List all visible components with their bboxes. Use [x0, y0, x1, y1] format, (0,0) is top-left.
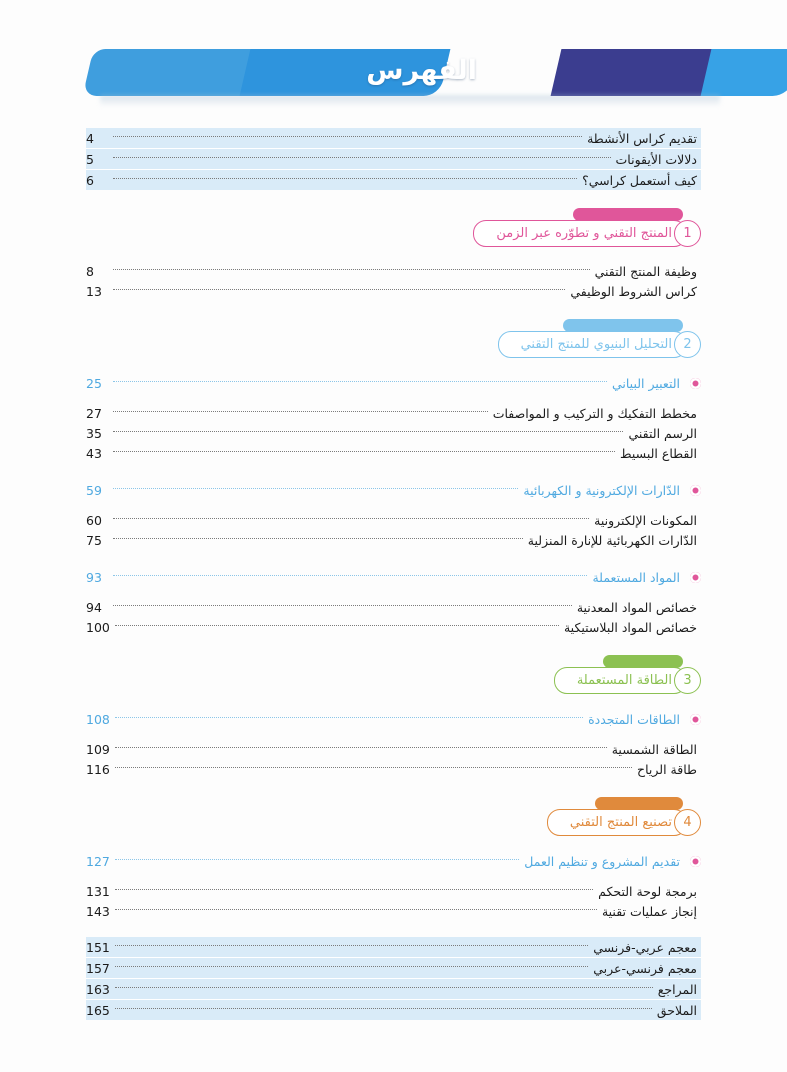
section-header[interactable]	[86, 479, 701, 501]
dot-leader	[113, 518, 589, 519]
ribbon-band-left	[83, 49, 254, 96]
list-item[interactable]	[86, 739, 701, 759]
bullet-icon	[690, 714, 701, 725]
section-page: 59	[86, 482, 102, 498]
chapter-header-4[interactable]	[86, 803, 701, 841]
section-header[interactable]	[86, 708, 701, 730]
entry-label: معجم فرنسي-عربي	[593, 960, 697, 976]
dot-leader	[113, 575, 587, 576]
list-item[interactable]	[86, 759, 701, 779]
dot-leader	[115, 945, 588, 946]
dot-leader	[115, 1008, 652, 1009]
chapter-title-box	[473, 220, 687, 247]
entry-label: الدّارات الكهربائية للإنارة المنزلية	[527, 532, 697, 548]
dot-leader	[113, 538, 523, 539]
spacer	[86, 363, 701, 372]
bullet-icon	[690, 856, 701, 867]
section-label: تقديم المشروع و تنظيم العمل	[524, 853, 680, 869]
dot-leader	[113, 488, 518, 489]
entry-page: 94	[86, 599, 102, 615]
list-item[interactable]	[86, 510, 701, 530]
entry-page: 157	[86, 960, 110, 976]
spacer	[86, 872, 701, 881]
chapter-header-2[interactable]	[86, 325, 701, 363]
dot-leader	[113, 605, 572, 606]
entry-page: 60	[86, 512, 102, 528]
section-label: التعبير البياني	[611, 375, 680, 391]
chapter-title: المنتج التقني و تطوّره عبر الزمن	[496, 225, 672, 241]
entry-page: 8	[86, 263, 94, 279]
entry-page: 4	[86, 130, 94, 146]
spacer	[86, 730, 701, 739]
list-item[interactable]	[86, 261, 701, 281]
entry-page: 43	[86, 445, 102, 461]
entry-label: القطاع البسيط	[620, 445, 697, 461]
entry-label: معجم عربي-فرنسي	[593, 939, 697, 955]
spacer	[86, 252, 701, 261]
entry-page: 109	[86, 741, 110, 757]
dot-leader	[115, 909, 597, 910]
section-label: الطاقات المتجددة	[588, 711, 680, 727]
chapter-1-entries	[86, 261, 701, 301]
bullet-icon	[690, 485, 701, 496]
list-item[interactable]	[86, 128, 701, 148]
list-item[interactable]	[86, 423, 701, 443]
dot-leader	[113, 269, 590, 270]
section-page: 108	[86, 711, 110, 727]
chapter-title-box	[498, 331, 687, 358]
list-item[interactable]	[86, 148, 701, 169]
entry-page: 165	[86, 1002, 110, 1018]
entry-page: 143	[86, 903, 110, 919]
page-header	[0, 42, 787, 114]
spacer	[86, 699, 701, 708]
spacer	[86, 921, 701, 937]
list-item[interactable]	[86, 901, 701, 921]
section-label: المواد المستعملة	[592, 569, 680, 585]
dot-leader	[113, 136, 582, 137]
appendix-rows	[86, 937, 701, 1020]
dot-leader	[115, 859, 519, 860]
list-item[interactable]	[86, 597, 701, 617]
entry-label: الملاحق	[656, 1002, 697, 1018]
chapter-title: تصنيع المنتج التقني	[569, 814, 672, 830]
entry-page: 151	[86, 939, 110, 955]
page-title: الفهرس	[366, 55, 477, 86]
entry-page: 35	[86, 425, 102, 441]
ribbon-band-right	[701, 49, 787, 96]
entry-label: كراس الشروط الوظيفي	[570, 283, 697, 299]
list-item[interactable]	[86, 881, 701, 901]
dot-leader	[115, 747, 607, 748]
entry-label: إنجاز عمليات تقنية	[601, 903, 697, 919]
chapter-title-box	[547, 809, 687, 836]
entry-label: كيف أستعمل كراسي؟	[582, 172, 697, 188]
list-item[interactable]	[86, 169, 701, 190]
dot-leader	[115, 889, 593, 890]
dot-leader	[115, 717, 583, 718]
spacer	[86, 588, 701, 597]
section-header[interactable]	[86, 566, 701, 588]
chapter-number: 1	[674, 220, 701, 247]
list-item[interactable]	[86, 530, 701, 550]
list-item[interactable]	[86, 999, 701, 1020]
ribbon-shadow	[100, 95, 720, 107]
bullet-icon	[690, 572, 701, 583]
list-item[interactable]	[86, 957, 701, 978]
dot-leader	[113, 289, 565, 290]
list-item[interactable]	[86, 937, 701, 957]
bullet-icon	[690, 378, 701, 389]
dot-leader	[115, 966, 588, 967]
dot-leader	[113, 381, 607, 382]
entry-label: برمجة لوحة التحكم	[598, 883, 697, 899]
list-item[interactable]	[86, 617, 701, 637]
ribbon-band-dark	[551, 49, 722, 96]
entry-page: 131	[86, 883, 110, 899]
dot-leader	[115, 987, 653, 988]
intro-rows	[86, 128, 701, 190]
section-header[interactable]	[86, 850, 701, 872]
list-item[interactable]	[86, 281, 701, 301]
entry-page: 6	[86, 172, 94, 188]
dot-leader	[113, 431, 623, 432]
list-item[interactable]	[86, 403, 701, 423]
entry-label: الرسم التقني	[628, 425, 697, 441]
entry-label: خصائص المواد المعدنية	[576, 599, 697, 615]
dot-leader	[115, 767, 632, 768]
dot-leader	[115, 625, 559, 626]
spacer	[86, 841, 701, 850]
chapter-number: 3	[674, 667, 701, 694]
section-page: 93	[86, 569, 102, 585]
entry-page: 116	[86, 761, 110, 777]
dot-leader	[113, 157, 611, 158]
chapter-header-3[interactable]	[86, 661, 701, 699]
spacer	[86, 463, 701, 479]
entry-label: المراجع	[657, 981, 697, 997]
entry-page: 13	[86, 283, 102, 299]
dot-leader	[113, 178, 577, 179]
entry-label: طاقة الرياح	[637, 761, 697, 777]
list-item[interactable]	[86, 443, 701, 463]
entry-label: الطاقة الشمسية	[611, 741, 697, 757]
table-of-contents	[86, 128, 701, 1020]
entry-page: 100	[86, 619, 110, 635]
entry-page: 5	[86, 151, 94, 167]
chapter-number: 4	[674, 809, 701, 836]
chapter-title: التحليل البنيوي للمنتج التقني	[520, 336, 672, 352]
entry-page: 27	[86, 405, 102, 421]
entry-label: مخطط التفكيك و التركيب و المواصفات	[492, 405, 697, 421]
entry-label: المكونات الإلكترونية	[594, 512, 697, 528]
spacer	[86, 501, 701, 510]
entry-label: دلالات الأيقونات	[615, 151, 697, 167]
spacer	[86, 394, 701, 403]
dot-leader	[113, 411, 488, 412]
entry-page: 163	[86, 981, 110, 997]
chapter-header-1[interactable]	[86, 214, 701, 252]
dot-leader	[113, 451, 615, 452]
chapter-title-box	[554, 667, 687, 694]
list-item[interactable]	[86, 978, 701, 999]
section-page: 25	[86, 375, 102, 391]
chapter-title: الطاقة المستعملة	[576, 672, 672, 688]
chapter-number: 2	[674, 331, 701, 358]
entry-label: تقديم كراس الأنشطة	[587, 130, 697, 146]
section-header[interactable]	[86, 372, 701, 394]
spacer	[86, 550, 701, 566]
section-label: الدّارات الإلكترونية و الكهربائية	[523, 482, 680, 498]
entry-page: 75	[86, 532, 102, 548]
entry-label: وظيفة المنتج التقني	[594, 263, 697, 279]
entry-label: خصائص المواد البلاستيكية	[563, 619, 697, 635]
section-page: 127	[86, 853, 110, 869]
